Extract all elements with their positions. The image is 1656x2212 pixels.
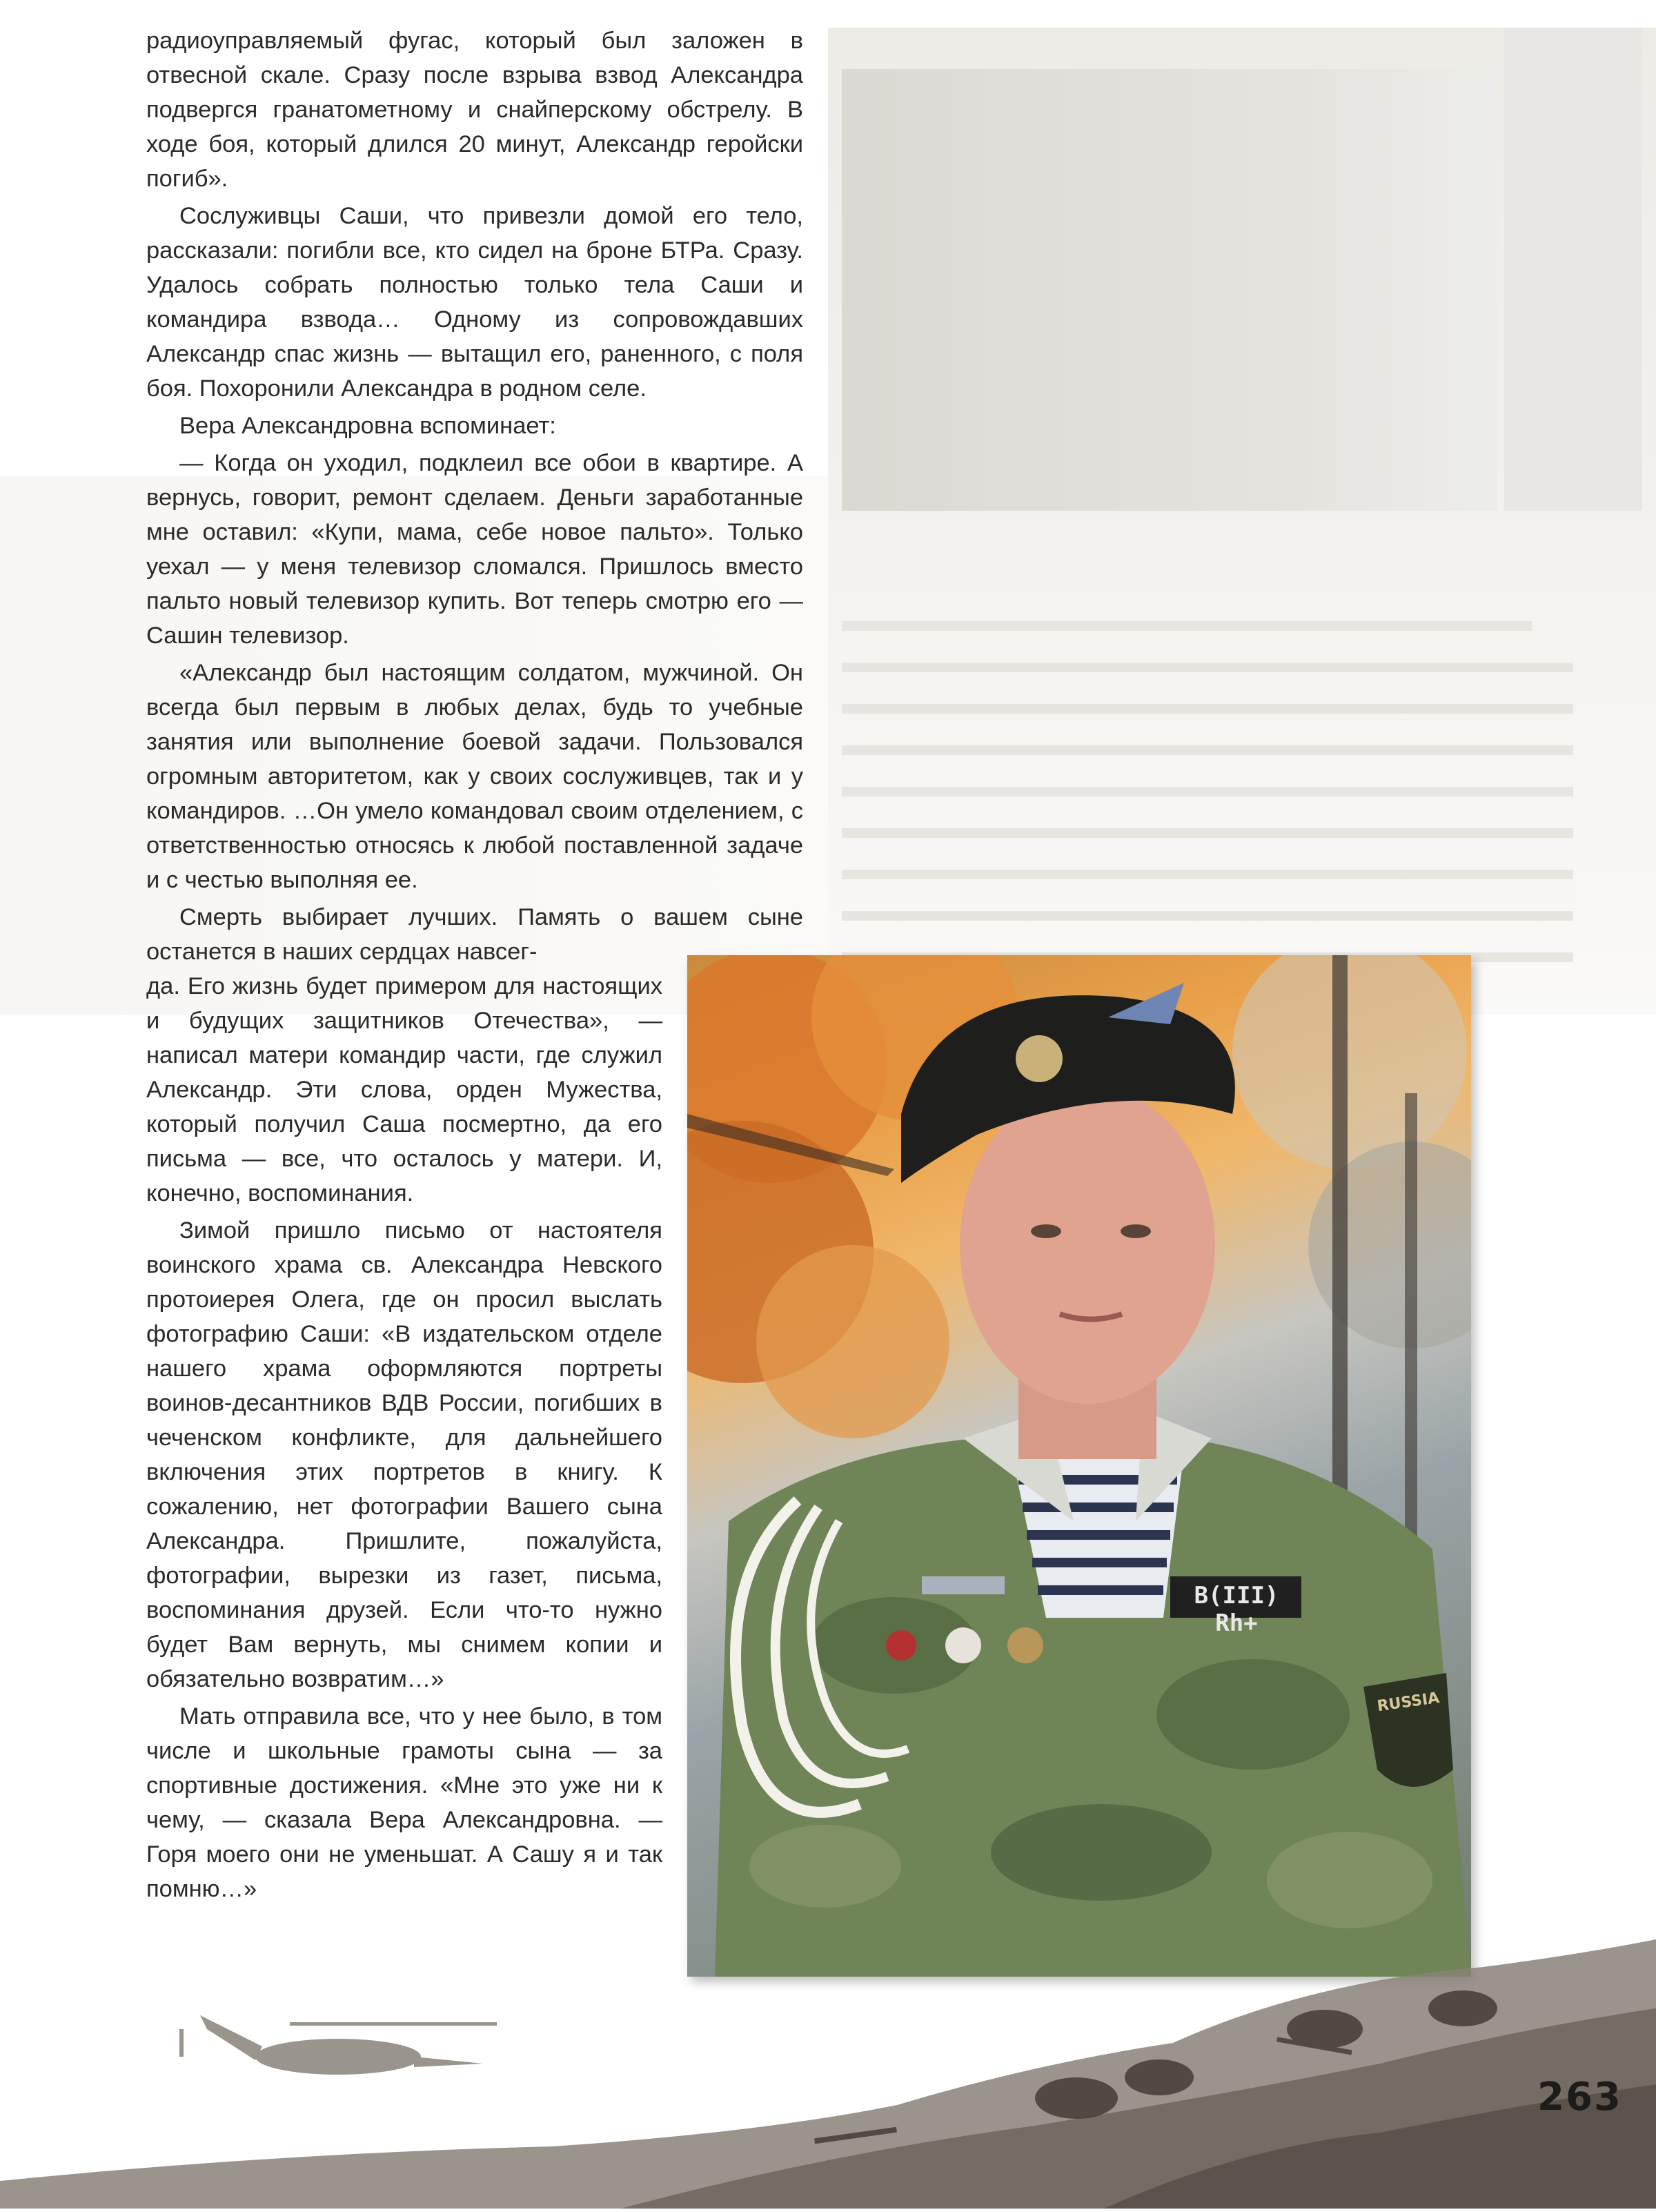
background-dark-block [842, 69, 1497, 511]
soldier-portrait-photo [687, 955, 1471, 1977]
paragraph: радиоуправляемый фугас, который был заложен в отвесной скале. Сразу после взрыва взвод Александра подвергся гранатометному и снайперскому обстрелу. В ходе боя, который длился 20 минут, Александр геройски погиб». [146, 28, 803, 192]
paragraph: да. Его жизнь будет примером для настоящих и будущих защитников Отечества», — написал матери командир части, где служил Александр. Эти слова, орден Мужества, который получил Саша посмертно, да его письма — все, что осталось у матери. И, конечно, воспоминания. [146, 973, 662, 1206]
shoulder-patch-text: RUSSIA [1376, 1689, 1441, 1716]
portrait-illustration [687, 955, 1471, 1977]
background-dark-block-right [1504, 28, 1642, 511]
background-panel [828, 28, 1656, 1015]
helicopter-icon [179, 2015, 497, 2075]
paragraph: «Александр был настоящим солдатом, мужчиной. Он всегда был первым в любых делах, будь то учебные занятия или выполнение боевой задачи. Пользовался огромным авторитетом, как у своих сослуживцев, так и у командиров. …Он умело командовал своим отделением, с ответственностью относясь к любой поставленной задаче и с честью выполняя ее. [146, 660, 803, 893]
page-number: 263 [1537, 2075, 1622, 2120]
blood-group-patch-text: B(III) Rh+ [1194, 1582, 1279, 1637]
paragraph: — Когда он уходил, подклеил все обои в квартире. А вернусь, говорит, ремонт сделаем. Деньги заработанные мне оставил: «Купи, мама, себе новое пальто». Только уехал — у меня телевизор сломался. Пришлось вместо пальто новый телевизор купить. Вот теперь смотрю его — Сашин телевизор. [146, 450, 803, 649]
paragraph: Зимой пришло письмо от настоятеля воинского храма св. Александра Невского протоиерея Олега, где он просил выслать фотографию Саши: «В издательском отделе нашего храма оформляются портреты воинов-десантников ВДВ России, погибших в чеченском конфликте, для дальнейшего включения этих портретов в книгу. К сожалению, нет фотографии Вашего сына Александра. Пришлите, пожалуйста, фотографии, вырезки из газет, письма, воспоминания друзей. Если что-то нужно будет Вам вернуть, мы снимем копии и обязательно возвратим…» [146, 1217, 662, 1692]
military-montage-illustration [0, 1926, 1656, 2209]
paragraph: Сослуживцы Саши, что привезли домой его тело, рассказали: погибли все, кто сидел на броне БТРа. Сразу. Удалось собрать полностью только тела Саши и командира взвода… Одному из сопровождавших Александр спас жизнь — вытащил его, раненного, с поля боя. Похоронили Александра в родном селе. [146, 203, 803, 402]
narrow-column [146, 969, 662, 1906]
paragraph: Мать отправила все, что у нее было, в том числе и школьные грамоты сына — за спортивные достижения. «Мне это уже ни к чему, — сказала Вера Александровна. — Горя моего они не уменьшат. А Сашу я и так помню…» [146, 1703, 662, 1902]
paragraph: Вера Александровна вспоминает: [179, 413, 556, 439]
paragraph: Смерть выбирает лучших. Память о вашем сыне останется в наших сердцах навсег- [146, 904, 803, 965]
bottom-montage [0, 1926, 1656, 2209]
